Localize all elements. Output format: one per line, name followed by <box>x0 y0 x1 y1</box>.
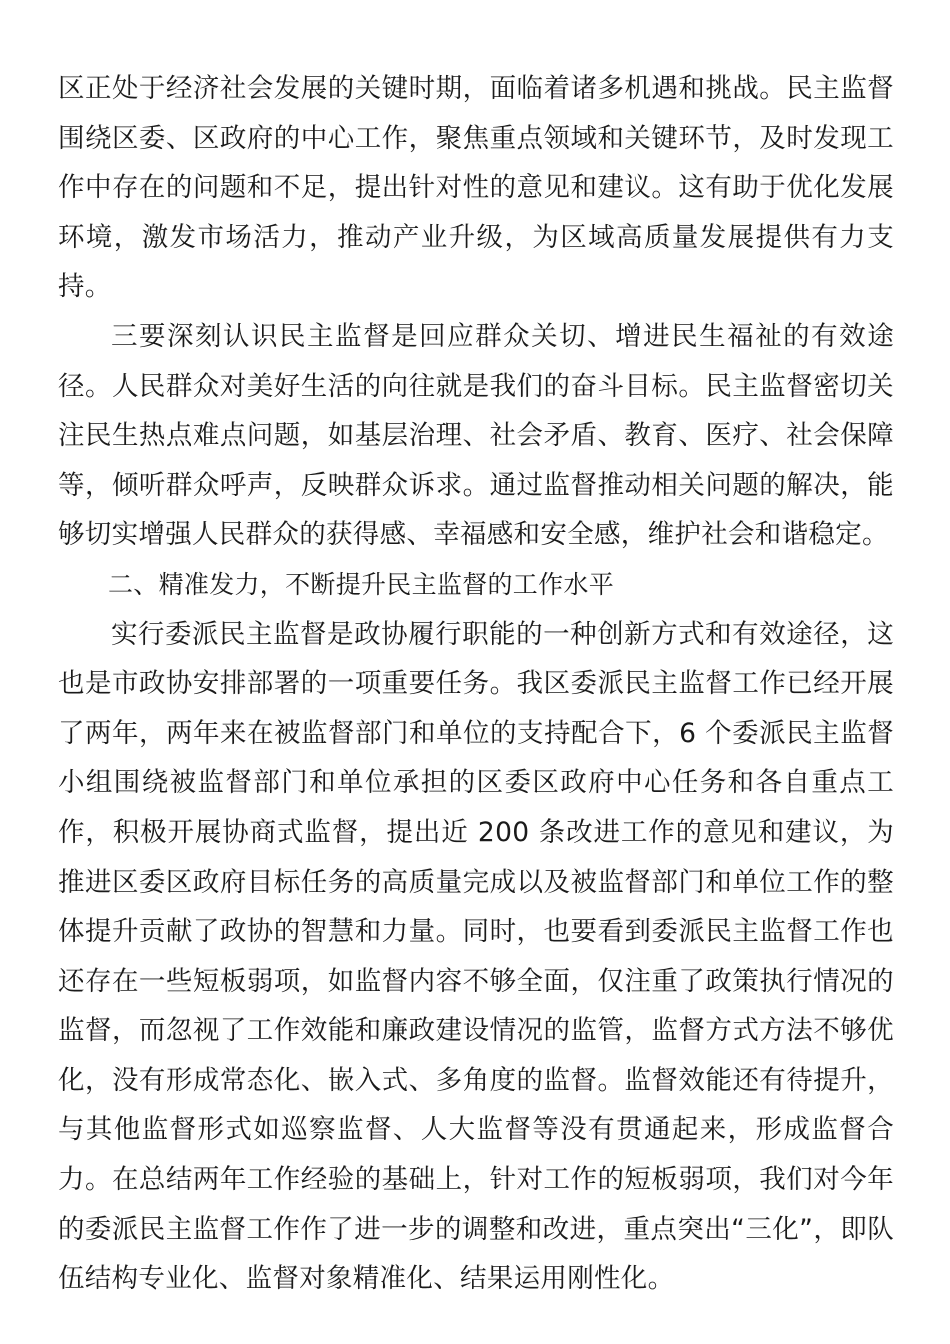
paragraph-continuation: 区正处于经济社会发展的关键时期，面临着诸多机遇和挑战。民主监督围绕区委、区政府的中心工作，聚焦重点领域和关键环节，及时发现工作中存在的问题和不足，提出针对性的意见和建议。这有助于优化发展环境，激发市场活力，推动产业升级，为区域高质量发展提供有力支持。 <box>58 73 894 303</box>
document-body <box>58 64 894 1304</box>
paragraph-point-three: 三要深刻认识民主监督是回应群众关切、增进民生福祉的有效途径。人民群众对美好生活的向往就是我们的奋斗目标。民主监督密切关注民生热点难点问题，如基层治理、社会矛盾、教育、医疗、社会保障等，倾听群众呼声，反映群众诉求。通过监督推动相关问题的解决，能够切实增强人民群众的获得感、幸福感和安全感，维护社会和谐稳定。 <box>58 320 894 551</box>
section-heading: 二、精准发力，不断提升民主监督的工作水平 <box>108 569 615 599</box>
paragraph-delegated-supervision: 实行委派民主监督是政协履行职能的一种创新方式和有效途径，这也是市政协安排部署的一项重要任务。我区委派民主监督工作已经开展了两年，两年来在被监督部门和单位的支持配合下，6 个委派民主监督小组围绕被监督部门和单位承担的区委区政府中心任务和各自重点工作，积极开展协商式监督，提出近 200 条改进工作的意见和建议，为推进区委区政府目标任务的高质量完成以及被监督部门和单位工作的整体提升贡献了政协的智慧和力量。同时，也要看到委派民主监督工作也还存在一些短板弱项，如监督内容不够全面，仅注重了政策执行情况的监督，而忽视了工作效能和廉政建设情况的监管，监督方式方法不够优化，没有形成常态化、嵌入式、多角度的监督。监督效能还有待提升，与其他监督形式如巡察监督、人大监督等没有贯通起来，形成监督合力。在总结两年工作经验的基础上，针对工作的短板弱项，我们对今年的委派民主监督工作作了进一步的调整和改进，重点突出“三化”，即队伍结构专业化、监督对象精准化、结果运用刚性化。 <box>58 618 894 1295</box>
